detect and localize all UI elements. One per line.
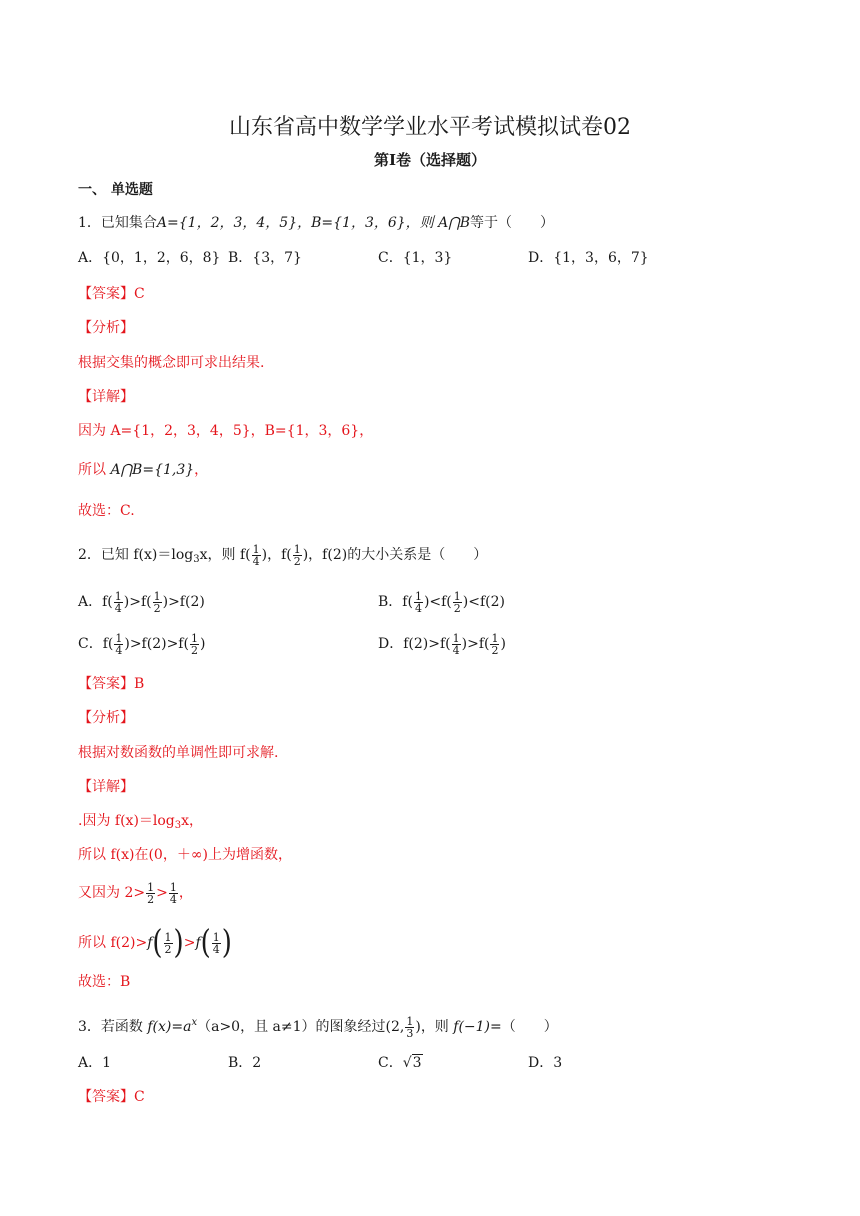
page-title: 山东省高中数学学业水平考试模拟试卷02 [229, 115, 631, 140]
q3-answer: 【答案】C [78, 1089, 145, 1105]
q2-detail-tag: 【详解】 [78, 779, 134, 795]
page-subtitle: 第Ⅰ卷（选择题） [373, 151, 487, 169]
q1-answer: 【答案】C [78, 286, 145, 302]
q1-detail-line1: 因为 A={1，2，3，4，5}，B={1，3，6}， [78, 423, 374, 439]
q1-conclusion: 故选：C. [78, 503, 135, 519]
q3-option-b: B．2 [228, 1055, 262, 1071]
section-heading: 一、 单选题 [78, 182, 153, 198]
q2-option-a: A．f( $\frac{1}{4}$ )>f( $\frac{1}{2}$ )>f(2) [78, 589, 205, 615]
q1-detail2-math: A⋂B={1,3} [110, 462, 195, 478]
q2-log-base: 3 [193, 554, 200, 565]
q2-stem-mid2: )，f( [261, 547, 292, 563]
q2-stem-mid1: x，则 f( [199, 547, 251, 563]
q1-set-a: A={1，2，3，4，5}， [156, 215, 312, 231]
q1-intersection: A⋂B [438, 215, 471, 231]
q1-option-a: A．{0，1，2，6，8} [78, 250, 221, 266]
q2-frac-half: $\frac{1}{2}$ [293, 542, 301, 568]
q2-detail-line1: .因为 $f(x)=\log_3x$， [78, 813, 204, 831]
q2-analysis-tag: 【分析】 [78, 710, 134, 726]
q1-stem-lead: 1．已知集合 [78, 215, 157, 231]
q2-conclusion: 故选：B [78, 974, 131, 990]
q3-option-c: C．√3 [378, 1055, 422, 1071]
q2-frac-quarter: $\frac{1}{4}$ [252, 542, 260, 568]
q2-stem [78, 540, 487, 575]
q2-option-c: C．f( $\frac{1}{4}$ )>f(2)>f( $\frac{1}{2}$ ) [78, 631, 206, 657]
q3-stem: 3．若函数 $f(x)=a^x(a>0$，且 a≠1）的图象经过(2, $\frac{1}{3}$ )，则 f(−1)=（ ） [78, 1014, 558, 1040]
q2-answer: 【答案】B [78, 676, 145, 692]
q2-detail-line4: 所以 f(2)>f( $\frac{1}{2}$ )>f( $\frac{1}{4}$ ) [78, 924, 232, 962]
q2-detail-line2: 所以 f(x)在(0，＋∞)上为增函数， [78, 847, 292, 863]
q1-detail-tag: 【详解】 [78, 389, 134, 405]
q1-stem [78, 213, 554, 233]
q1-set-b: B={1，3，6}，则 [311, 215, 434, 231]
q2-stem-lead: 2．已知 f(x)＝log [78, 547, 194, 563]
q1-detail2-tail: ， [194, 462, 209, 478]
q1-option-d: D．{1，3，6，7} [528, 250, 649, 266]
q1-detail-line2 [78, 460, 208, 480]
q3-option-d: D．3 [528, 1055, 563, 1071]
q1-stem-tail: 等于（ ） [470, 215, 555, 231]
q2-option-d: D．f(2)>f( $\frac{1}{4}$ )>f( $\frac{1}{2}$ ) [378, 631, 506, 657]
q1-analysis: 根据交集的概念即可求出结果. [78, 355, 265, 371]
q1-analysis-tag: 【分析】 [78, 320, 134, 336]
q1-option-c: C．{1，3} [378, 250, 453, 266]
q2-detail-line3: 又因为 2> $\frac{1}{2}$ > $\frac{1}{4}$ ， [78, 880, 193, 906]
q1-option-b: B．{3，7} [228, 250, 302, 266]
q2-stem-tail: )，f(2)的大小关系是（ ） [302, 547, 488, 563]
q1-detail2-lead: 所以 [78, 462, 106, 478]
q2-option-b: B．f( $\frac{1}{4}$ )<f( $\frac{1}{2}$ )<f(2) [378, 589, 505, 615]
q3-option-a: A．1 [78, 1055, 112, 1071]
q2-analysis: 根据对数函数的单调性即可求解. [78, 745, 279, 761]
